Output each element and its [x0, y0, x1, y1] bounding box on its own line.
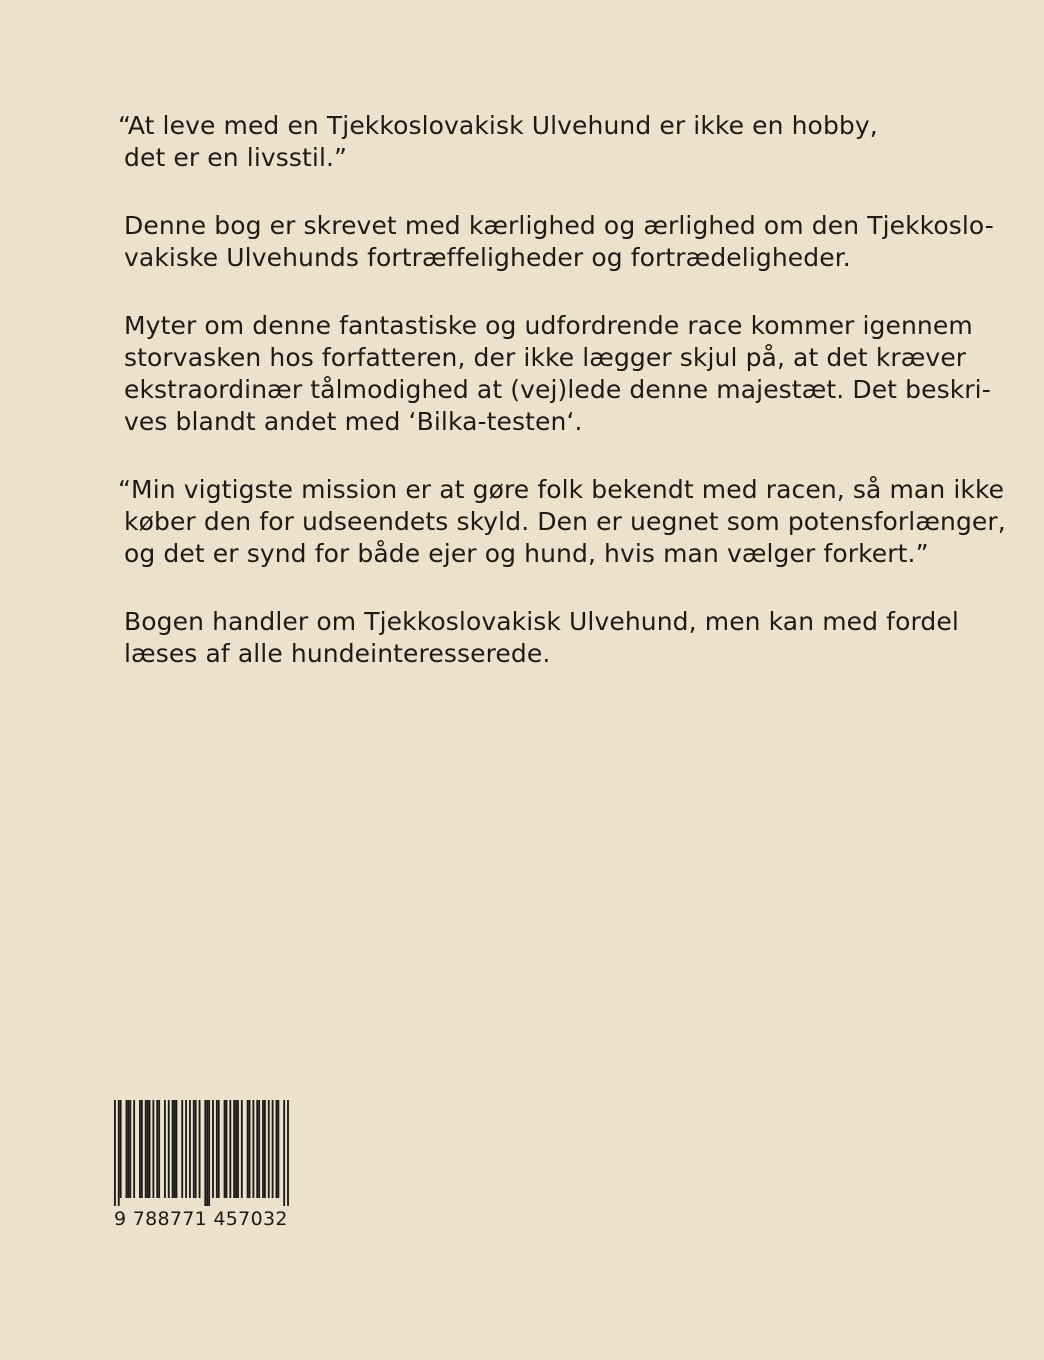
- barcode-bar: [204, 1100, 206, 1206]
- mission-quote-paragraph: [118, 474, 1006, 570]
- barcode-bar: [129, 1100, 131, 1198]
- barcode-bar: [262, 1100, 264, 1198]
- barcode-bar: [258, 1100, 260, 1198]
- barcode-bar: [181, 1100, 183, 1198]
- barcode-bar: [252, 1100, 254, 1198]
- text-line: storvasken hos forfatteren, der ikke lægger skjul på, at det kræver: [124, 343, 967, 372]
- barcode-bar: [147, 1100, 149, 1198]
- barcode-bar: [226, 1100, 228, 1198]
- barcode-bar: [174, 1100, 176, 1198]
- barcode-bar: [277, 1100, 279, 1198]
- barcode-bar: [268, 1100, 270, 1198]
- barcode-bar: [118, 1100, 120, 1206]
- text-line: køber den for udseendets skyld. Den er uegnet som potensforlænger,: [124, 507, 1006, 536]
- barcode-bar: [120, 1100, 122, 1198]
- text-line: Bogen handler om Tjekkoslovakisk Ulvehund, men kan med fordel: [124, 607, 959, 636]
- text-line: “Min vigtigste mission er at gøre folk bekendt med racen, så man ikke: [118, 475, 1005, 504]
- barcode-bar: [272, 1100, 274, 1198]
- myths-paragraph: [118, 310, 991, 438]
- barcode-bar: [237, 1100, 239, 1198]
- barcode-bar: [139, 1100, 141, 1198]
- barcode-bar: [189, 1100, 191, 1198]
- barcode-bar: [276, 1100, 278, 1198]
- text-line: vakiske Ulvehunds fortræffeligheder og fortrædeligheder.: [124, 243, 851, 272]
- barcode-bar: [185, 1100, 187, 1198]
- barcode-bar: [193, 1100, 195, 1198]
- barcode-bar: [168, 1100, 170, 1198]
- text-line: og det er synd for både ejer og hund, hvis man vælger forkert.”: [124, 539, 929, 568]
- text-line: ves blandt andet med ‘Bilka-testen‘.: [124, 407, 583, 436]
- closing-paragraph: [118, 606, 959, 670]
- barcode-bar: [126, 1100, 128, 1198]
- text-line: læses af alle hundeinteresserede.: [124, 639, 551, 668]
- barcode-bar: [283, 1100, 285, 1206]
- barcode-bar: [249, 1100, 251, 1198]
- text-line: Denne bog er skrevet med kærlighed og ærlighed om den Tjekkoslo-: [124, 211, 994, 240]
- barcode-bar: [152, 1100, 154, 1198]
- barcode-bar: [229, 1100, 231, 1198]
- barcode-bar: [149, 1100, 151, 1198]
- barcode-bar: [247, 1100, 249, 1198]
- barcode-bar: [256, 1100, 258, 1198]
- text-line: Myter om denne fantastiske og udfordrende race kommer igennem: [124, 311, 973, 340]
- barcode-bar: [199, 1100, 201, 1198]
- barcode-bar: [233, 1100, 235, 1198]
- text-line: ekstraordinær tålmodighed at (vej)lede denne majestæt. Det beskri-: [124, 375, 991, 404]
- barcode-bar: [145, 1100, 147, 1198]
- isbn-barcode: [114, 1098, 289, 1232]
- barcode-bar: [164, 1100, 166, 1198]
- text-line: det er en livsstil.”: [124, 143, 348, 172]
- barcode-bar: [141, 1100, 143, 1198]
- opening-quote-paragraph: [118, 110, 938, 174]
- intro-paragraph: [118, 210, 994, 274]
- back-cover-text: [118, 110, 1006, 706]
- barcode-bar: [235, 1100, 237, 1198]
- barcode-bar: [212, 1100, 214, 1198]
- barcode-bar: [114, 1100, 116, 1206]
- barcode-bar: [195, 1100, 197, 1198]
- barcode-bar: [264, 1100, 266, 1198]
- barcode-bar: [156, 1100, 158, 1198]
- barcode-bar: [208, 1100, 210, 1206]
- barcode-bar: [172, 1100, 174, 1198]
- barcode-bar: [218, 1100, 220, 1198]
- barcode-bar: [206, 1100, 208, 1206]
- barcode-bar: [127, 1100, 129, 1198]
- barcode-bar: [133, 1100, 135, 1198]
- barcode-bar: [158, 1100, 160, 1198]
- barcode-bars: [114, 1098, 289, 1206]
- barcode-bar: [241, 1100, 243, 1198]
- text-line: “At leve med en Tjekkoslovakisk Ulvehund er ikke en hobby,: [118, 111, 878, 140]
- barcode-bar: [216, 1100, 218, 1198]
- barcode-bar: [224, 1100, 226, 1198]
- barcode-bar: [176, 1100, 178, 1198]
- barcode-bar: [287, 1100, 289, 1206]
- isbn-number: 9 788771 457032: [114, 1208, 288, 1230]
